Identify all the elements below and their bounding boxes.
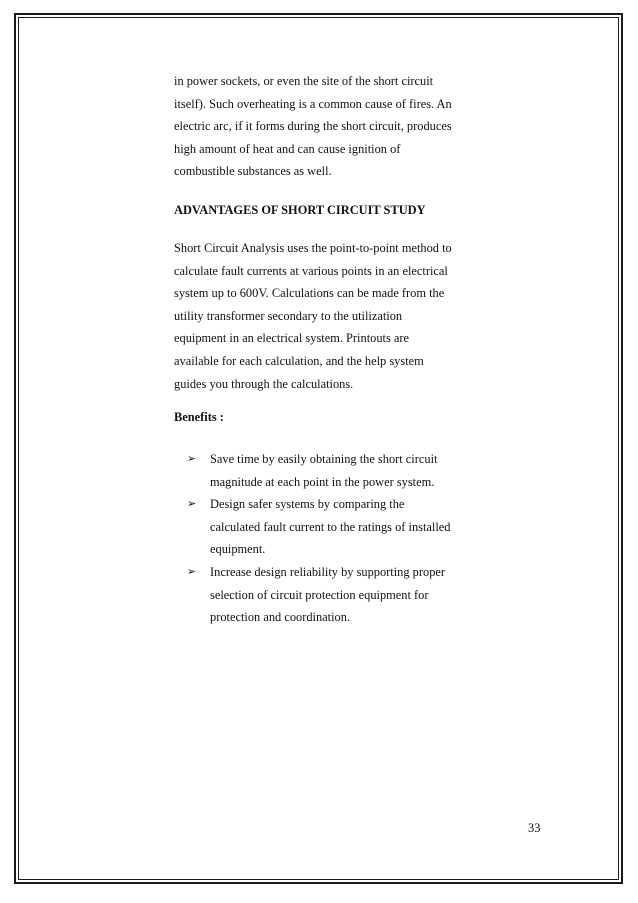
text-line: system up to 600V. Calculations can be made from the bbox=[174, 286, 445, 301]
text-line: Save time by easily obtaining the short circuit bbox=[210, 452, 438, 466]
text-line: high amount of heat and can cause ignition of bbox=[174, 141, 401, 156]
text-line: calculate fault currents at various points in an electrical bbox=[174, 263, 448, 278]
paragraph-analysis bbox=[174, 237, 452, 395]
arrow-bullet-icon: ➢ bbox=[187, 452, 197, 465]
text-line: Increase design reliability by supporting proper bbox=[210, 564, 446, 579]
benefits-heading: Benefits : bbox=[174, 410, 224, 424]
text-line: Design safer systems by comparing the bbox=[210, 497, 405, 512]
text-line: equipment in an electrical system. Printouts are bbox=[174, 331, 410, 346]
text-line: selection of circuit protection equipment for bbox=[210, 587, 429, 602]
paragraph-overheating bbox=[174, 70, 452, 183]
text-line: Short Circuit Analysis uses the point-to-point method to bbox=[174, 241, 452, 255]
text-line: magnitude at each point in the power system. bbox=[210, 474, 435, 489]
benefit-item bbox=[187, 561, 451, 629]
text-line: protection and coordination. bbox=[210, 610, 351, 625]
page-number: 33 bbox=[528, 821, 541, 835]
section-heading: ADVANTAGES OF SHORT CIRCUIT STUDY bbox=[174, 203, 426, 217]
arrow-bullet-icon: ➢ bbox=[187, 564, 197, 578]
text-line: available for each calculation, and the help system bbox=[174, 353, 424, 368]
arrow-bullet-icon: ➢ bbox=[187, 497, 197, 511]
text-line: calculated fault current to the ratings of installed bbox=[210, 519, 451, 534]
text-line: equipment. bbox=[210, 542, 266, 557]
benefit-item bbox=[187, 493, 451, 561]
text-line: itself). Such overheating is a common cause of fires. An bbox=[174, 96, 452, 111]
benefits-list bbox=[187, 448, 451, 629]
text-line: guides you through the calculations. bbox=[174, 376, 354, 391]
benefit-item bbox=[187, 448, 451, 493]
text-line: in power sockets, or even the site of the short circuit bbox=[174, 74, 434, 88]
text-line: utility transformer secondary to the utilization bbox=[174, 308, 403, 323]
text-line: combustible substances as well. bbox=[174, 164, 332, 179]
text-line: electric arc, if it forms during the short circuit, produces bbox=[174, 119, 452, 134]
